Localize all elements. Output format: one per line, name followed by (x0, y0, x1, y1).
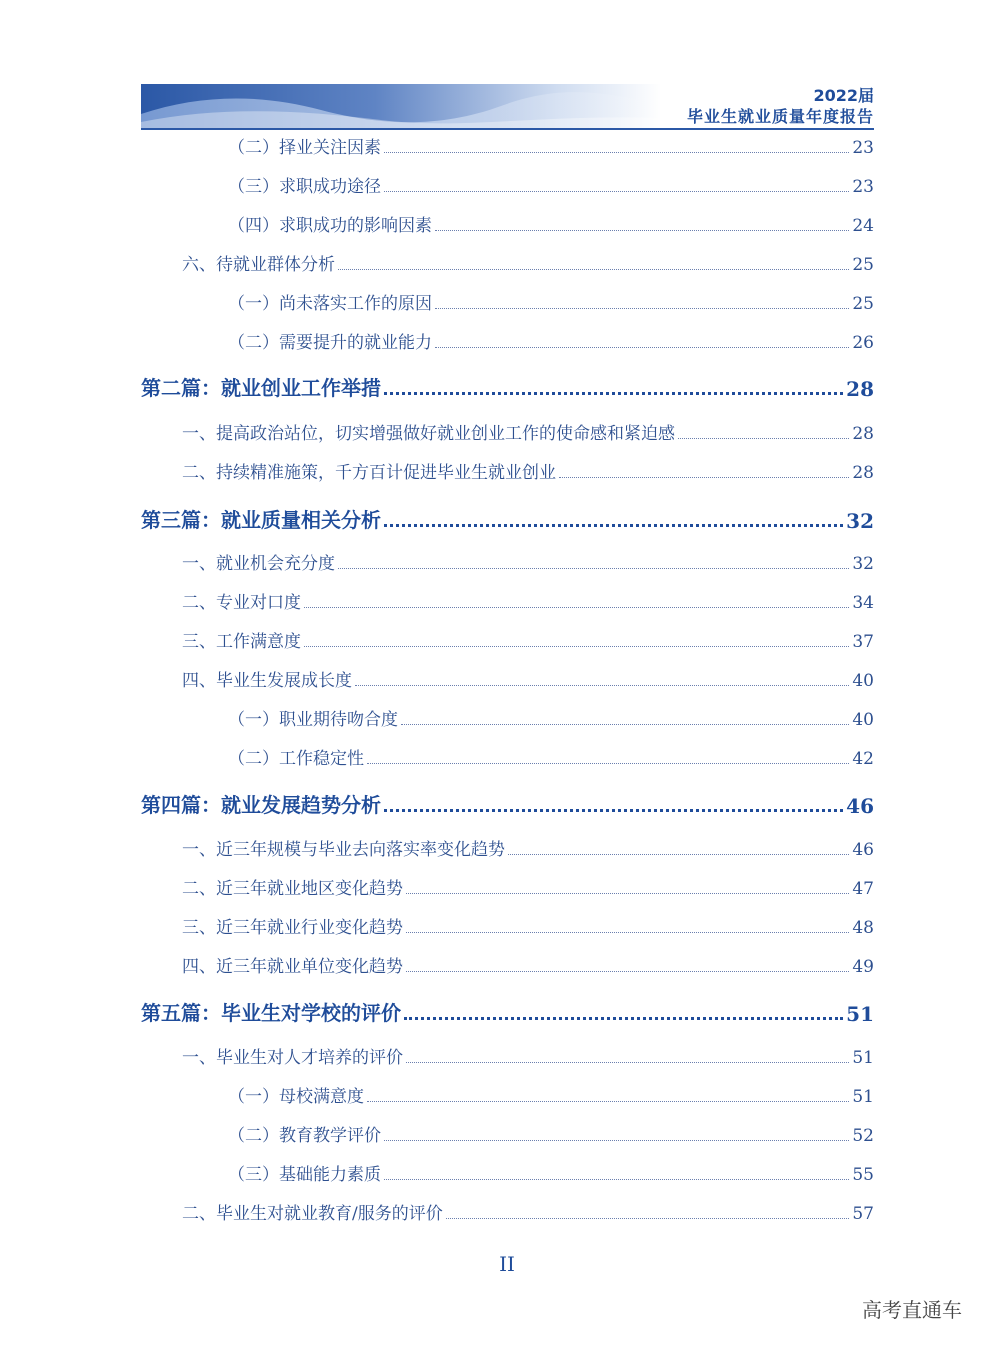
toc-entry[interactable] (182, 836, 874, 860)
toc-entry[interactable] (182, 1044, 874, 1068)
toc-entry-title: （一）母校满意度 (228, 1087, 364, 1107)
toc-entry-page: 32 (852, 554, 874, 574)
toc-entry[interactable] (228, 212, 874, 236)
toc-entry-page: 26 (852, 333, 874, 353)
toc-leader-dots (304, 607, 849, 608)
toc-entry-title: （一）职业期待吻合度 (228, 710, 398, 730)
toc-entry[interactable] (228, 134, 874, 158)
toc-entry[interactable] (182, 667, 874, 691)
toc-entry-title: （三）基础能力素质 (228, 1165, 381, 1185)
toc-entry-title: 二、近三年就业地区变化趋势 (182, 879, 403, 899)
toc-leader-dots (304, 646, 849, 647)
toc-entry-page: 23 (852, 138, 874, 158)
toc-entry[interactable] (182, 550, 874, 574)
toc-entry-page: 46 (846, 794, 874, 818)
toc-leader-dots (404, 1017, 843, 1020)
toc-leader-dots (355, 685, 849, 686)
toc-entry-title: （二）需要提升的就业能力 (228, 333, 432, 353)
toc-leader-dots (401, 724, 849, 725)
toc-leader-dots (384, 1140, 849, 1141)
toc-entry[interactable] (228, 1161, 874, 1185)
toc-leader-dots (559, 477, 849, 478)
toc-chapter-entry[interactable] (141, 998, 874, 1026)
toc-entry-title: 二、毕业生对就业教育/服务的评价 (182, 1204, 443, 1224)
toc-entry-page: 40 (852, 671, 874, 691)
toc-entry-page: 51 (852, 1087, 874, 1107)
toc-entry-page: 51 (852, 1048, 874, 1068)
toc-leader-dots (384, 1179, 849, 1180)
toc-entry-title: （二）工作稳定性 (228, 749, 364, 769)
report-title: 毕业生就业质量年度报告 (686, 107, 874, 126)
toc-entry-page: 52 (852, 1126, 874, 1146)
toc-entry-title: （四）求职成功的影响因素 (228, 216, 432, 236)
toc-entry-page: 28 (852, 463, 874, 483)
toc-entry-page: 51 (846, 1002, 874, 1026)
toc-entry-title: 第四篇：就业发展趋势分析 (141, 793, 381, 817)
toc-leader-dots (435, 308, 849, 309)
toc-entry[interactable] (182, 251, 874, 275)
toc-entry-title: 三、近三年就业行业变化趋势 (182, 918, 403, 938)
header-wave-graphic (141, 84, 661, 128)
toc-leader-dots (384, 524, 843, 527)
toc-entry-page: 57 (852, 1204, 874, 1224)
header-divider (141, 128, 874, 130)
toc-entry-title: 二、专业对口度 (182, 593, 301, 613)
toc-entry[interactable] (228, 290, 874, 314)
toc-entry-title: 三、工作满意度 (182, 632, 301, 652)
toc-entry-page: 47 (852, 879, 874, 899)
toc-entry-title: （二）择业关注因素 (228, 138, 381, 158)
toc-entry-title: 第三篇：就业质量相关分析 (141, 508, 381, 532)
toc-leader-dots (338, 269, 849, 270)
toc-entry-page: 24 (852, 216, 874, 236)
toc-entry[interactable] (228, 1122, 874, 1146)
toc-leader-dots (678, 438, 849, 439)
toc-entry-title: 四、近三年就业单位变化趋势 (182, 957, 403, 977)
page-number: II (499, 1252, 515, 1276)
toc-leader-dots (406, 971, 849, 972)
toc-entry-page: 25 (852, 294, 874, 314)
toc-leader-dots (384, 809, 843, 812)
toc-leader-dots (406, 932, 849, 933)
toc-entry[interactable] (228, 329, 874, 353)
toc-entry-title: 二、持续精准施策，千方百计促进毕业生就业创业 (182, 463, 556, 483)
toc-entry-page: 34 (852, 593, 874, 613)
toc-chapter-entry[interactable] (141, 505, 874, 533)
toc-entry[interactable] (182, 628, 874, 652)
toc-entry[interactable] (182, 459, 874, 483)
toc-entry-title: （二）教育教学评价 (228, 1126, 381, 1146)
toc-entry-page: 28 (852, 424, 874, 444)
toc-entry[interactable] (182, 953, 874, 977)
toc-leader-dots (406, 893, 849, 894)
toc-leader-dots (508, 854, 849, 855)
toc-leader-dots (435, 230, 849, 231)
toc-entry[interactable] (228, 173, 874, 197)
toc-entry[interactable] (182, 914, 874, 938)
toc-entry-page: 32 (846, 509, 874, 533)
toc-entry-page: 40 (852, 710, 874, 730)
toc-chapter-entry[interactable] (141, 790, 874, 818)
toc-entry[interactable] (228, 1083, 874, 1107)
toc-entry-title: 一、近三年规模与毕业去向落实率变化趋势 (182, 840, 505, 860)
toc-entry-title: 四、毕业生发展成长度 (182, 671, 352, 691)
toc-entry-title: （一）尚未落实工作的原因 (228, 294, 432, 314)
toc-leader-dots (446, 1218, 850, 1219)
toc-entry-page: 23 (852, 177, 874, 197)
header-wave-band (141, 84, 661, 128)
toc-leader-dots (367, 763, 849, 764)
toc-entry-page: 48 (852, 918, 874, 938)
toc-entry-title: 一、毕业生对人才培养的评价 (182, 1048, 403, 1068)
watermark-text: 高考直通车 (862, 1298, 962, 1322)
toc-entry-page: 28 (846, 377, 874, 401)
toc-leader-dots (384, 392, 843, 395)
report-year: 2022届 (813, 86, 874, 105)
toc-leader-dots (435, 347, 849, 348)
toc-entry[interactable] (228, 745, 874, 769)
toc-leader-dots (406, 1062, 849, 1063)
toc-leader-dots (338, 568, 849, 569)
toc-entry-title: 一、提高政治站位，切实增强做好就业创业工作的使命感和紧迫感 (182, 424, 675, 444)
toc-leader-dots (384, 152, 849, 153)
toc-entry[interactable] (182, 875, 874, 899)
toc-entry-title: 一、就业机会充分度 (182, 554, 335, 574)
toc-entry-page: 37 (852, 632, 874, 652)
toc-entry-title: 第五篇：毕业生对学校的评价 (141, 1001, 401, 1025)
toc-chapter-entry[interactable] (141, 373, 874, 401)
toc-entry-title: （三）求职成功途径 (228, 177, 381, 197)
toc-entry[interactable] (182, 589, 874, 613)
toc-entry-page: 55 (852, 1165, 874, 1185)
toc-entry[interactable] (182, 420, 874, 444)
toc-entry-page: 46 (852, 840, 874, 860)
toc-entry-page: 42 (852, 749, 874, 769)
toc-entry[interactable] (182, 1200, 874, 1224)
toc-leader-dots (384, 191, 849, 192)
toc-entry-page: 49 (852, 957, 874, 977)
header-title (687, 86, 874, 128)
toc-entry-title: 第二篇：就业创业工作举措 (141, 376, 381, 400)
toc-leader-dots (367, 1101, 849, 1102)
toc-entry[interactable] (228, 706, 874, 730)
toc-entry-title: 六、待就业群体分析 (182, 255, 335, 275)
toc-entry-page: 25 (852, 255, 874, 275)
